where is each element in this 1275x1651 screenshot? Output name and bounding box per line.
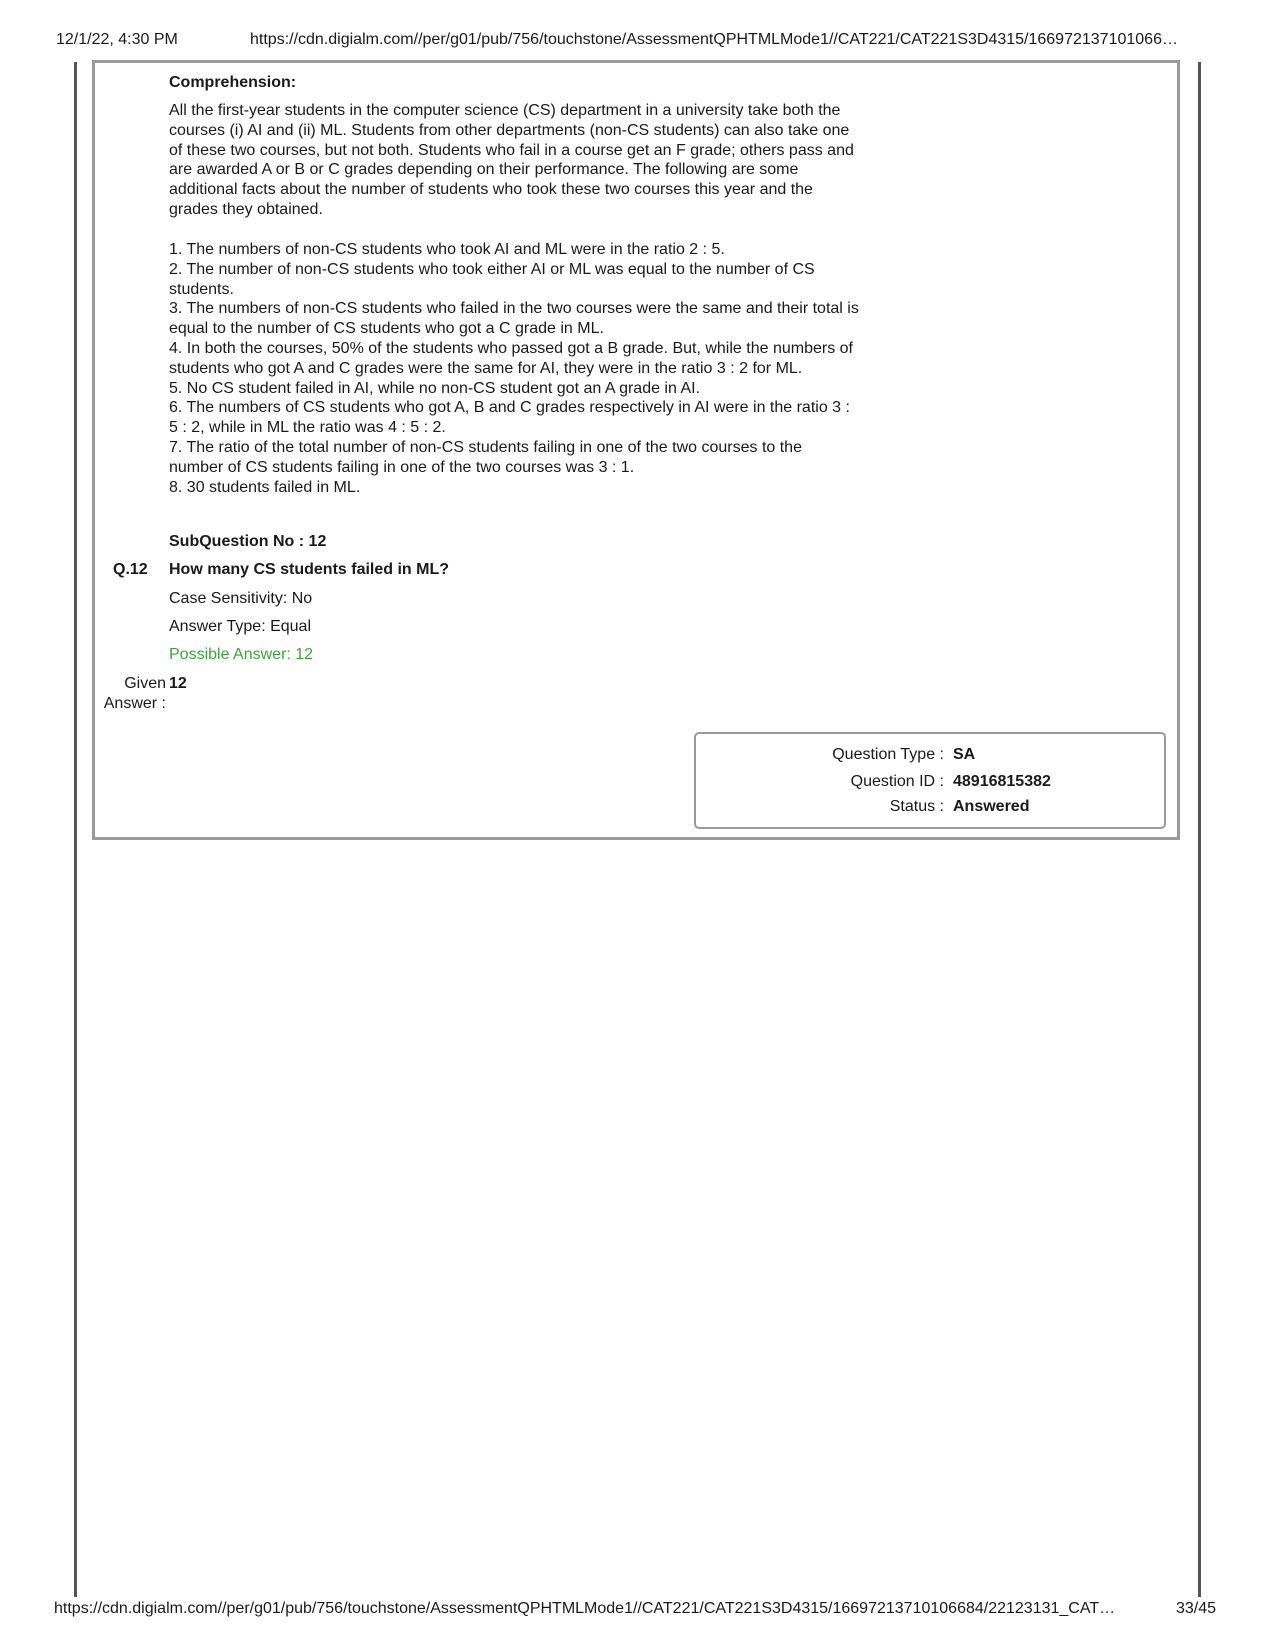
comprehension-facts: [169, 240, 859, 497]
case-sensitivity: Case Sensitivity: No: [169, 590, 313, 607]
comprehension-title: Comprehension:: [169, 74, 297, 91]
fact-item: 3. The numbers of non-CS students who failed in the two courses were the same and their total is equal to the number of CS students who got a C grade in ML.: [169, 300, 859, 338]
status-label: Status :: [889, 798, 944, 815]
page-right-border: [1198, 62, 1201, 1597]
fact-item: 5. No CS student failed in AI, while no non-CS student got an A grade in AI.: [169, 379, 701, 397]
print-datetime: 12/1/22, 4:30 PM: [56, 31, 178, 48]
print-header-url: https://cdn.digialm.com//per/g01/pub/756/touchstone/AssessmentQPHTMLMode1//CAT221/CAT221S3D4315/166972137101066…: [250, 31, 1178, 48]
fact-item: 6. The numbers of CS students who got A, B and C grades respectively in AI were in the ratio 3 : 5 : 2, while in ML the ratio was 4 : 5 : 2.: [169, 399, 850, 437]
given-answer-label-line2: Answer :: [103, 695, 166, 712]
question-id-label: Question ID :: [850, 773, 944, 790]
question-type-value: SA: [953, 746, 976, 763]
question-number: Q.12: [113, 561, 148, 578]
fact-item: 8. 30 students failed in ML.: [169, 478, 361, 496]
question-id-value: 48916815382: [953, 773, 1051, 790]
fact-item: 1. The numbers of non-CS students who took AI and ML were in the ratio 2 : 5.: [169, 241, 725, 258]
question-text: How many CS students failed in ML?: [169, 561, 450, 578]
possible-answer: Possible Answer: 12: [169, 646, 314, 663]
given-answer-value: 12: [169, 675, 187, 692]
print-footer-url: https://cdn.digialm.com//per/g01/pub/756/touchstone/AssessmentQPHTMLMode1//CAT221/CAT221S3D4315/16697213710106684/22123131_CAT…: [54, 1600, 1116, 1617]
page-number: 33/45: [1176, 1600, 1217, 1617]
given-answer-label: [100, 674, 166, 714]
comprehension-paragraph: All the first-year students in the computer science (CS) department in a university take both the courses (i) AI and (ii) ML. Students from other departments (non-CS students) can also take one of these two courses, but not both. Students who fail in a course get an F grade; others pass and are awarded A or B or C grades depending on their performance. The following are some additional facts about the number of students who took these two courses this year and the grades they obtained.: [169, 102, 854, 218]
answer-type: Answer Type: Equal: [169, 618, 312, 635]
question-meta-box: [694, 732, 1166, 829]
subquestion-number: SubQuestion No : 12: [169, 533, 327, 550]
question-type-label: Question Type :: [832, 746, 944, 763]
fact-item: 2. The number of non-CS students who took either AI or ML was equal to the number of CS students.: [169, 260, 815, 298]
fact-item: 4. In both the courses, 50% of the students who passed got a B grade. But, while the numbers of students who got A and C grades were the same for AI, they were in the ratio 3 : 2 for ML.: [169, 339, 853, 377]
status-value: Answered: [953, 798, 1030, 815]
fact-item: 7. The ratio of the total number of non-CS students failing in one of the two courses to the number of CS students failing in one of the two courses was 3 : 1.: [169, 438, 802, 476]
page-left-border: [74, 62, 77, 1597]
given-answer-label-line1: Given: [124, 675, 166, 692]
